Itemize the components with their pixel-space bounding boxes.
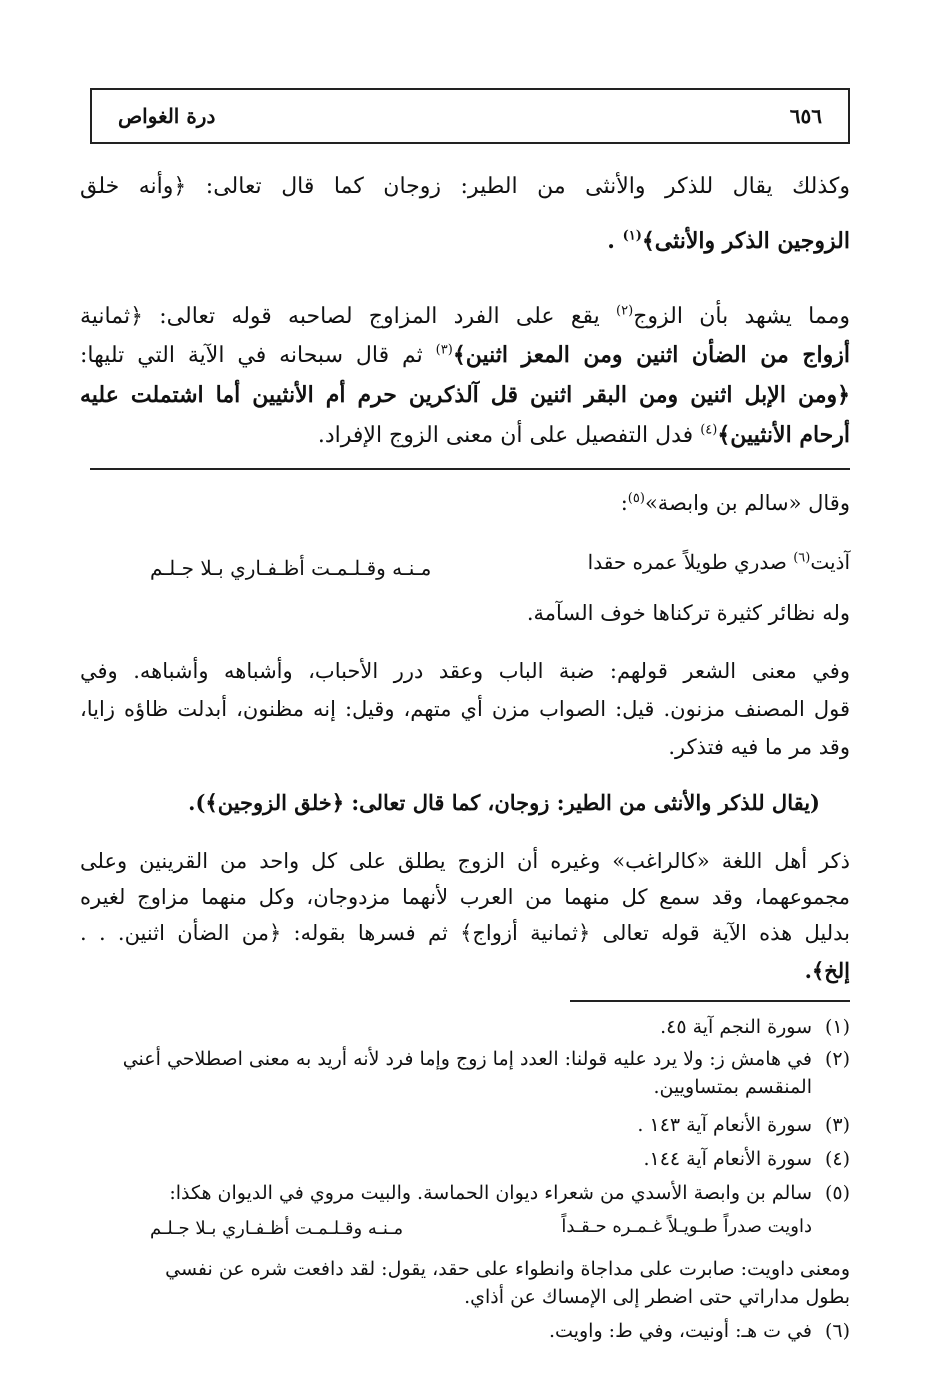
main-line-1: وكذلك يقال للذكر والأنثى من الطير: زوجان كما قال تعالى: ﴿وأنه خلق xyxy=(80,174,850,199)
footnote-ref: (٢) xyxy=(616,303,634,319)
running-title: درة الغواص xyxy=(118,104,216,128)
commentary-p2-line-2: قول المصنف مزنون. قيل: الصواب مزن أي متهم، وقيل: إنه مظنون، أبدلت ظاؤه زايا، xyxy=(80,697,850,721)
commentary-heading: (يقال للذكر والأنثى من الطير: زوجان، كما قال تعالى: ﴿خلق الزوجين﴾). xyxy=(188,790,820,815)
commentary-note: وله نظائر كثيرة تركناها خوف السآمة. xyxy=(526,601,850,625)
footnote-5-verse-second: مـنـه وقـلـمـت أظـفـاري بـلا جـلـم xyxy=(150,1218,404,1239)
footnote-5: (٥)سالم بن وابصة الأسدي من شعراء ديوان الحماسة. والبيت مروي في الديوان هكذا: xyxy=(169,1182,850,1204)
footnote-5-explain-2: بطول مداراتي حتى اضطر إلى الإمساك عن أذاي. xyxy=(464,1286,850,1308)
main-line-4: أزواج من الضأن اثنين ومن المعز اثنين﴾$^{(٣)}$ ثم قال سبحانه في الآية التي تليها: xyxy=(80,342,851,368)
footnote-rule xyxy=(570,1000,850,1002)
page-header xyxy=(90,88,850,144)
commentary-p3-line-1: ذكر أهل اللغة «كالراغب» وغيره أن الزوج يطلق على كل واحد من القرينين وعلى xyxy=(80,849,850,873)
separator-rule xyxy=(90,468,850,470)
footnote-ref: (٣) xyxy=(435,342,453,358)
footnote-4: (٤)سورة الأنعام آية ١٤٤. xyxy=(643,1148,850,1170)
footnote-ref: (١) xyxy=(622,228,642,244)
footnote-ref: (٤) xyxy=(700,422,718,438)
commentary-p3-line-2: مجموعهما، وقد سمع كل منهما من العرب لأنهما مزدوجان، وكل منهما مزاوج لغيره xyxy=(80,885,850,909)
main-line-5: ﴿ومن الإبل اثنين ومن البقر اثنين قل آلذكرين حرم أم الأنثيين أما اشتملت عليه xyxy=(80,382,850,408)
commentary-p3-line-4: إلخ﴾. xyxy=(804,958,850,983)
footnote-3: (٣)سورة الأنعام آية ١٤٣ . xyxy=(637,1114,850,1136)
commentary-p2-line-3: وقد مر ما فيه فتذكر. xyxy=(668,735,850,759)
footnote-2-cont: المنقسم بمتساويين. xyxy=(653,1076,812,1098)
verse-second-hemistich: مـنـه وقـلـمـت أظـفـاري بـلا جـلـم xyxy=(150,556,432,580)
verse-first-hemistich: آذيت$^{(٦)}$ صدري طويلاً عمره حقدا xyxy=(587,550,850,574)
footnote-5-verse-first: داويت صدراً طـويـلاً غـمـره حـقـداً xyxy=(561,1216,812,1237)
footnote-2: (٢)في هامش ز: ولا يرد عليه قولنا: العدد إما زوج وإما فرد لأنه أريد به معنى اصطلاحي أعني xyxy=(122,1048,850,1070)
footnote-1: (١)سورة النجم آية ٤٥. xyxy=(660,1016,850,1038)
footnote-6: (٦)في ت هـ: أونيت، وفي ط: واويت. xyxy=(549,1320,850,1342)
footnote-5-explain-1: ومعنى داويت: صابرت على مداجاة وانطواء على حقد، يقول: لقد دافعت شره عن نفسي xyxy=(165,1258,850,1280)
commentary-p2-line-1: وفي معنى الشعر قولهم: ضبة الباب وعقد درر الأحباب، وأشباهه وأشباهه. وفي xyxy=(80,659,850,683)
main-line-3: ومما يشهد بأن الزوج$^{(٢)}$ يقع على الفرد المزاوج لصاحبه قوله تعالى: ﴿ثمانية xyxy=(80,303,850,329)
page-number: ٦٥٦ xyxy=(789,104,822,128)
commentary-intro: وقال «سالم بن وابصة»$^{(٥)}$: xyxy=(620,491,850,515)
main-line-6: أرحام الأنثيين﴾$^{(٤)}$ فدل التفصيل على أن معنى الزوج الإفراد. xyxy=(317,422,850,448)
commentary-p3-line-3: بدليل هذه الآية قوله تعالى ﴿ثمانية أزواج﴾ ثم فسرها بقوله: ﴿من الضأن اثنين. . . xyxy=(80,921,850,945)
main-line-2: الزوجين الذكر والأنثى﴾$^{(١)}$ . xyxy=(607,228,850,254)
